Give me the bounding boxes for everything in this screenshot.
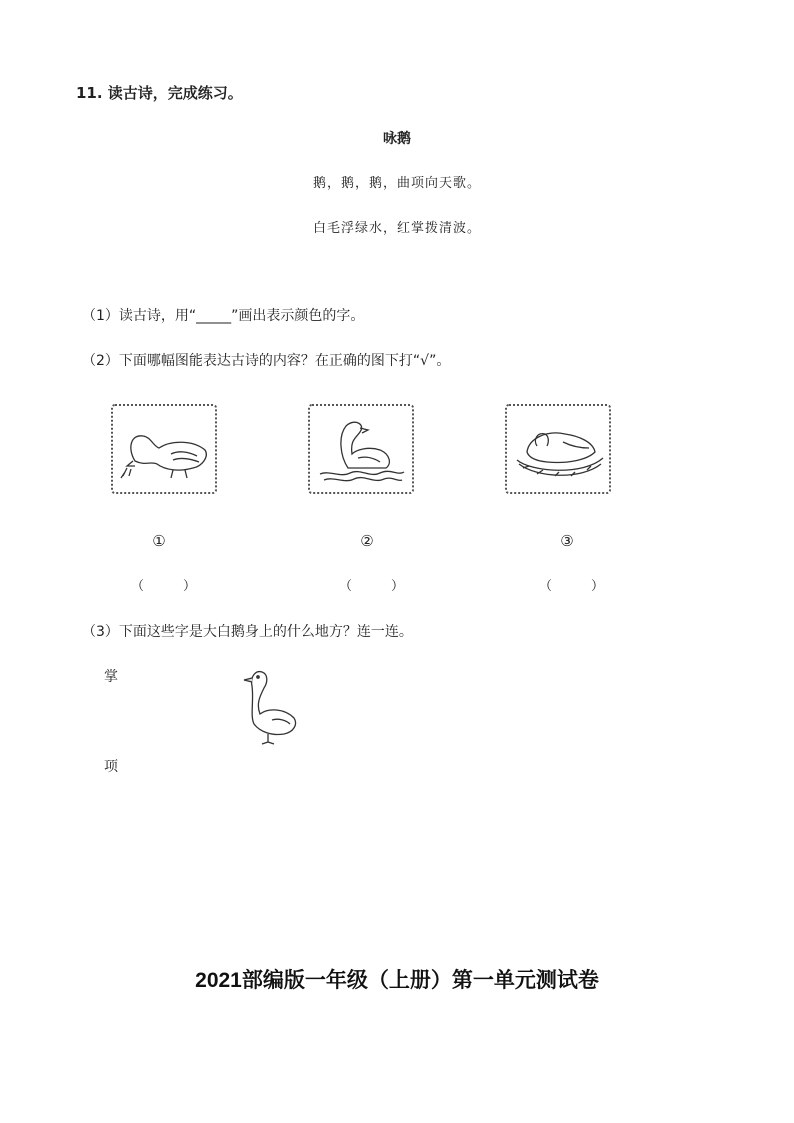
option-2-image (308, 404, 414, 494)
goose-icon (238, 664, 302, 748)
matching-char-palm[interactable]: 掌 (104, 669, 118, 685)
question-title: 11. 读古诗，完成练习。 (76, 84, 243, 102)
option-1-answer-blank[interactable]: （ ） (131, 579, 197, 594)
swan-swimming-image (310, 406, 412, 492)
subquestion-1: （1）读古诗，用“_____”画出表示颜色的字。 (82, 308, 365, 324)
poem-line-2: 白毛浮绿水，红掌拨清波。 (312, 221, 481, 236)
option-2-number: ② (360, 532, 374, 550)
exam-title: 2021部编版一年级（上册）第一单元测试卷 (195, 969, 599, 992)
poem-title: 咏鹅 (383, 131, 411, 147)
option-1-image (111, 404, 217, 494)
subquestion-3: （3）下面这些字是大白鹅身上的什么地方？连一连。 (82, 624, 413, 640)
option-2-answer-blank[interactable]: （ ） (339, 579, 405, 594)
subquestion-2: （2）下面哪幅图能表达古诗的内容？在正确的图下打“√”。 (82, 353, 451, 369)
matching-char-neck[interactable]: 项 (104, 759, 118, 775)
goose-grazing-image (113, 406, 215, 492)
option-1-number: ① (152, 532, 166, 550)
option-3-number: ③ (560, 532, 574, 550)
option-3-image (505, 404, 611, 494)
poem-line-1: 鹅，鹅，鹅，曲项向天歌。 (312, 176, 481, 191)
goose-nesting-image (507, 406, 609, 492)
white-goose-image (238, 664, 302, 748)
option-3-answer-blank[interactable]: （ ） (539, 579, 605, 594)
